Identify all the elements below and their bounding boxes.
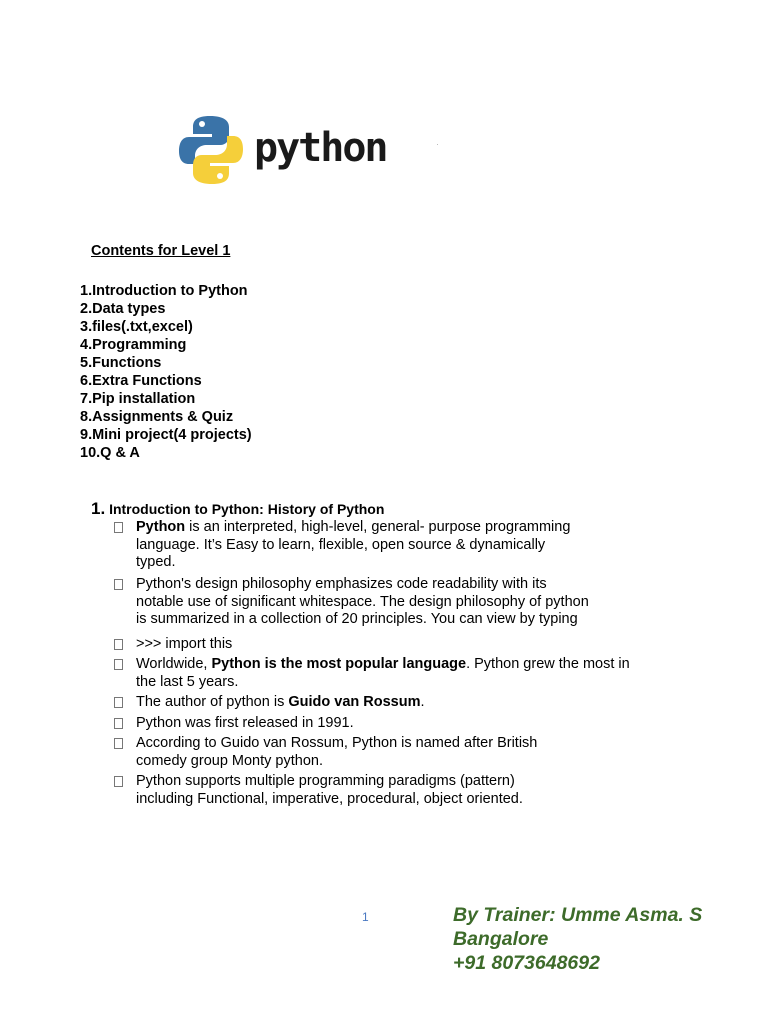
page-number: 1 (362, 910, 369, 924)
bullet-line (136, 537, 736, 555)
bullet-item (114, 773, 736, 808)
bullet-marker-icon (114, 639, 123, 650)
text-segment: language. It’s Easy to learn, flexible, open source & dynamically (136, 536, 546, 553)
text-segment: is an interpreted, high-level, general- purpose programming (185, 519, 571, 535)
text-segment: >>> import this (136, 636, 233, 652)
text-segment: comedy group Monty python. (136, 752, 323, 769)
text-segment: the last 5 years. (136, 673, 239, 690)
bullet-item (114, 735, 736, 770)
bold-text: Python (136, 519, 186, 535)
contents-item: 7.Pip installation (80, 391, 196, 407)
text-segment: The author of python is (136, 694, 289, 710)
bold-text: Python is the most popular language (211, 656, 467, 672)
contents-item: 1.Introduction to Python (80, 283, 248, 299)
contents-heading: Contents for Level 1 (91, 243, 231, 259)
bullet-line (136, 611, 736, 629)
bullet-marker-icon (114, 776, 123, 787)
trainer-phone: +91 8073648692 (453, 952, 600, 974)
text-segment: including Functional, imperative, procedural, object oriented. (136, 790, 523, 807)
bullet-marker-icon (114, 659, 123, 670)
bullet-line (136, 519, 736, 537)
section-title: Introduction to Python: History of Python (109, 501, 385, 517)
bullet-line (136, 594, 736, 612)
contents-item: 6.Extra Functions (80, 373, 202, 389)
bullet-marker-icon (114, 738, 123, 749)
contents-item: 9.Mini project(4 projects) (80, 427, 252, 443)
bullet-line (136, 674, 736, 692)
contents-item: 3.files(.txt,excel) (80, 319, 193, 335)
bullet-line (136, 694, 736, 712)
python-logo-icon (178, 114, 244, 186)
trainer-city: Bangalore (453, 928, 549, 950)
text-segment: is summarized in a collection of 20 principles. You can view by typing (136, 611, 578, 627)
text-segment: typed. (136, 554, 176, 570)
section-number: 1. (91, 499, 106, 518)
bullet-line (136, 773, 736, 791)
bullet-item (114, 694, 736, 712)
text-segment: . Python grew the most in (466, 656, 630, 672)
bullet-line (136, 576, 736, 594)
bullet-line (136, 753, 736, 771)
bullet-line (136, 554, 736, 572)
bullet-marker-icon (114, 522, 123, 533)
bullet-item (114, 715, 736, 733)
contents-list (80, 282, 252, 462)
section-heading (91, 499, 384, 519)
text-segment: According to Guido van Rossum, Python is named after British (136, 735, 538, 751)
trainer-credit (453, 903, 702, 975)
text-segment: Python was first released in 1991. (136, 715, 354, 731)
stray-dot (437, 144, 438, 145)
bullet-line (136, 715, 736, 733)
bullet-item (114, 656, 736, 691)
bullet-line (136, 791, 736, 809)
bullet-line (136, 636, 736, 654)
contents-item: 2.Data types (80, 301, 166, 317)
bullet-marker-icon (114, 697, 123, 708)
contents-item: 5.Functions (80, 355, 162, 371)
trainer-name: By Trainer: Umme Asma. S (453, 904, 703, 926)
bullet-item (114, 519, 736, 572)
bullet-marker-icon (114, 718, 123, 729)
contents-item: 4.Programming (80, 337, 187, 353)
text-segment: Python supports multiple programming paradigms (pattern) (136, 773, 515, 789)
text-segment: Worldwide, (136, 656, 212, 672)
bullet-item (114, 636, 736, 654)
text-segment: Python's design philosophy emphasizes code readability with its (136, 576, 547, 592)
bullet-item (114, 576, 736, 629)
text-segment: . (420, 694, 425, 710)
bullet-line (136, 656, 736, 674)
bullet-line (136, 735, 736, 753)
bullet-marker-icon (114, 579, 123, 590)
contents-item: 8.Assignments & Quiz (80, 409, 234, 425)
bold-text: Guido van Rossum (288, 694, 421, 710)
python-logo-text: python (254, 125, 387, 171)
contents-item: 10.Q & A (80, 445, 140, 461)
text-segment: notable use of significant whitespace. The design philosophy of python (136, 593, 589, 610)
